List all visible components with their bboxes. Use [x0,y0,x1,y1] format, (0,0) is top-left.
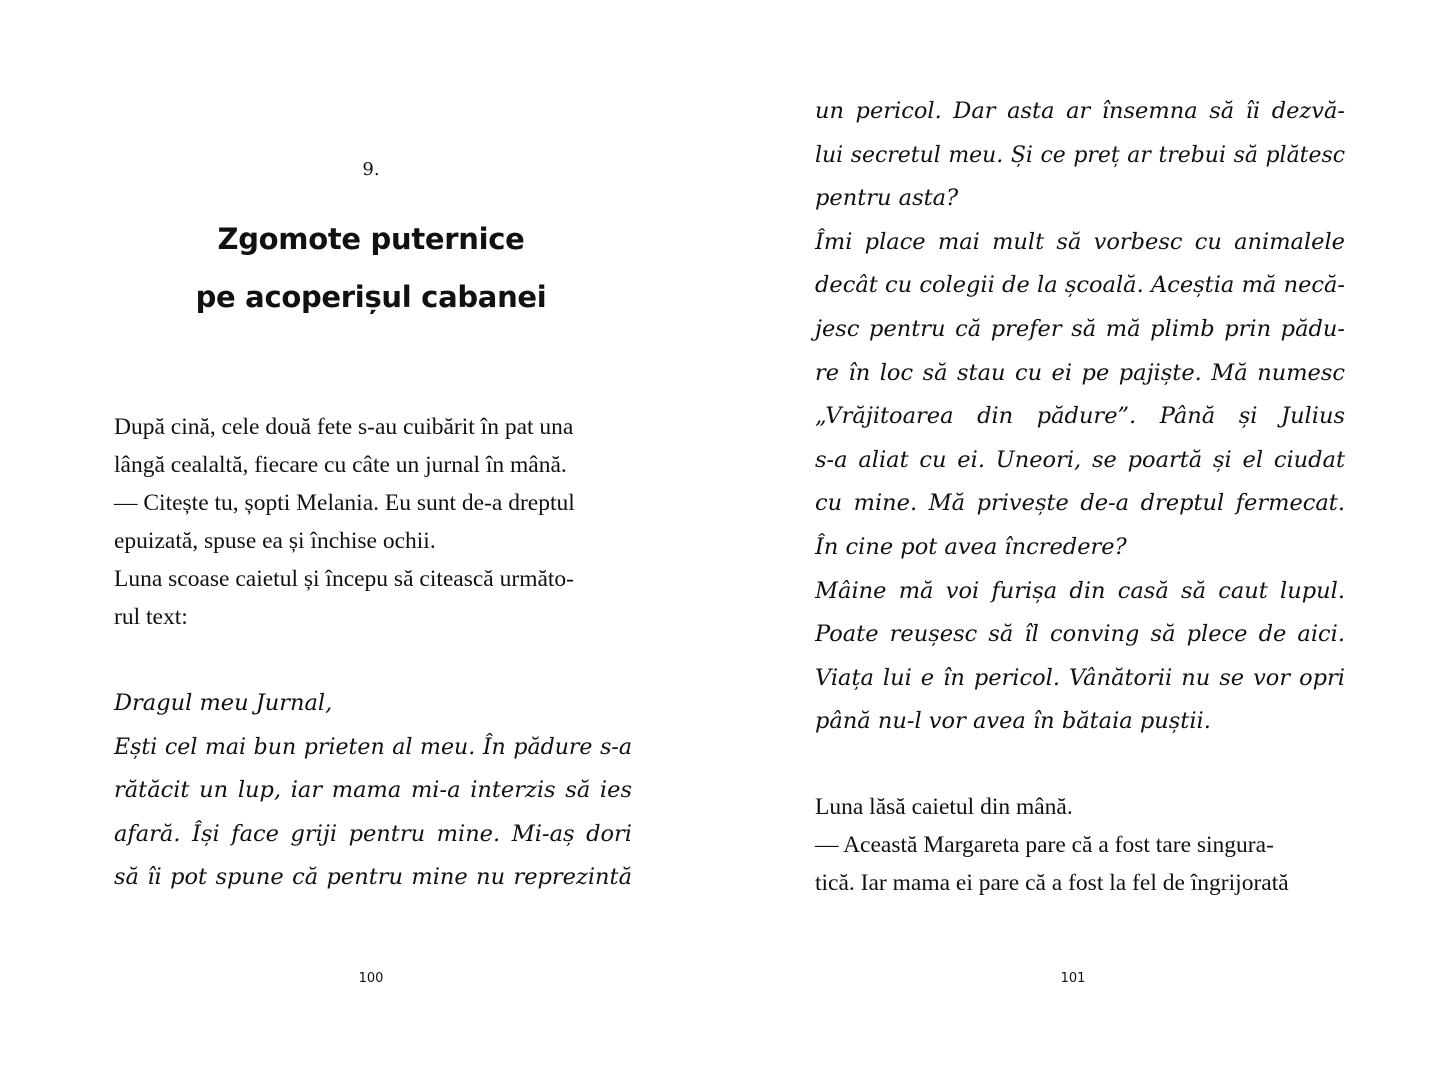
chapter-title-line-2: pe acoperișul cabanei [195,280,547,314]
left-page [0,0,722,1084]
prose-line: După cină, cele două fete s-au cuibărit în pat una [114,414,574,440]
diary-line: jesc pentru că prefer să mă plimb prin pădu- [815,315,1345,342]
diary-line: cu mine. Mă privește de-a dreptul fermecat. [815,490,1345,517]
diary-line: pentru asta? [815,185,959,212]
prose-line: epuizată, spuse ea și închise ochii. [114,528,436,554]
diary-line: Îmi place mai mult să vorbesc cu animalele [815,228,1345,255]
left-prose-block [114,408,634,636]
prose-line: lângă cealaltă, fiecare cu câte un jurnal în mână. [114,452,567,478]
prose-line: tică. Iar mama ei pare că a fost la fel de îngrijorată [815,870,1289,896]
diary-line: lui secretul meu. Și ce preț ar trebui să plătesc [815,142,1345,168]
diary-line: rătăcit un lup, iar mama mi-a interzis să ies [114,777,632,804]
diary-line: Dragul meu Jurnal, [114,690,333,716]
prose-line: Luna scoase caietul și începu să citească următo- [114,566,575,592]
right-diary-block [815,90,1345,744]
diary-line: Ești cel mai bun prieten al meu. În pădure s-a [114,734,632,760]
diary-line: Mâine mă voi furișa din casă să caut lupul. [815,577,1345,604]
prose-line: — Citește tu, șopti Melania. Eu sunt de-a dreptul [114,490,575,516]
left-diary-block [114,682,632,900]
prose-line: rul text: [114,604,188,630]
chapter-title [0,210,742,326]
diary-line: „Vrăjitoarea din pădure”. Până și Julius [815,403,1345,430]
diary-line: Poate reușesc să îl conving să plece de aici. [815,621,1345,648]
right-prose-block [815,788,1335,902]
page-number-right: 101 [1060,971,1086,986]
chapter-title-line-1: Zgomote puternice [217,222,525,256]
page-number-left: 100 [358,971,384,986]
diary-line: re în loc să stau cu ei pe pajiște. Mă numesc [815,359,1345,386]
diary-line: În cine pot avea încredere? [815,533,1127,560]
diary-line: decât cu colegii de la școală. Aceștia mă necă- [815,272,1345,299]
diary-line: Viața lui e în pericol. Vânătorii nu se vor opri [815,664,1345,691]
diary-line: s-a aliat cu ei. Uneori, se poartă și el ciudat [815,446,1345,473]
diary-line: să îi pot spune că pentru mine nu reprezintă [114,864,632,891]
prose-line: Luna lăsă caietul din mână. [815,794,1073,820]
diary-line: afară. Își face griji pentru mine. Mi-aș dori [114,820,632,847]
diary-line: un pericol. Dar asta ar însemna să îi dezvă- [815,98,1345,124]
diary-line: până nu-l vor avea în bătaia puștii. [815,708,1211,735]
prose-line: — Această Margareta pare că a fost tare singura- [815,832,1274,858]
chapter-number: 9. [362,159,380,180]
